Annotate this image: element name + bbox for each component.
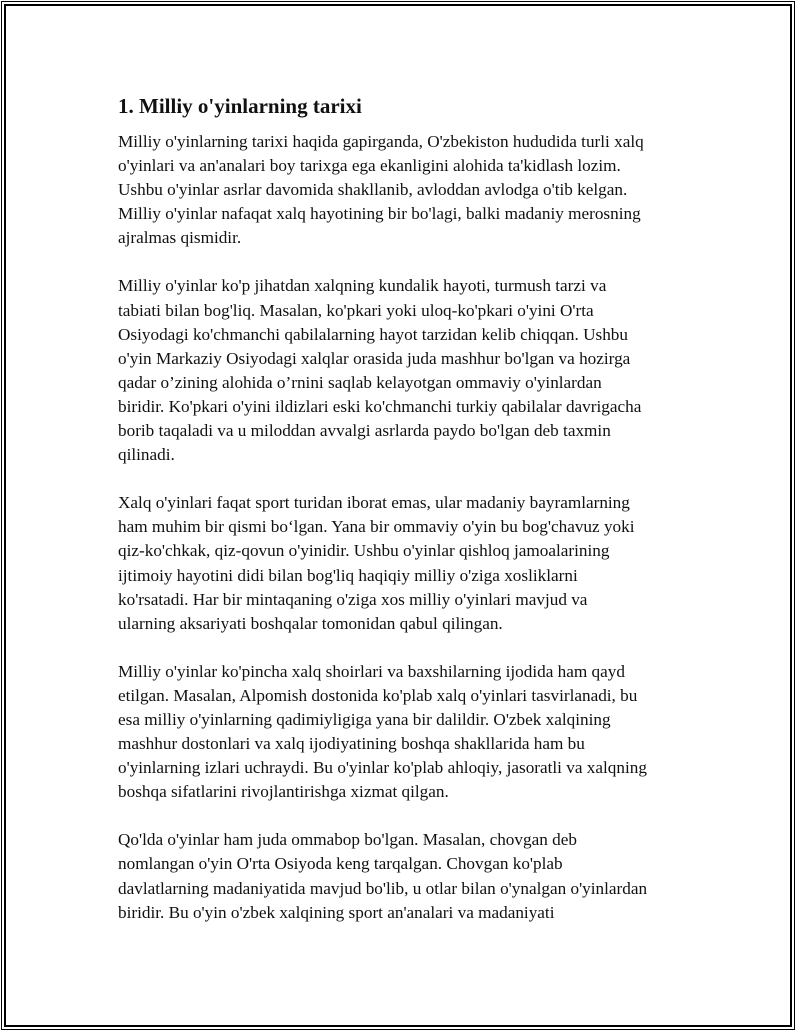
text-line: boshqa sifatlarini rivojlantirishga xizmat qilgan.	[118, 782, 449, 802]
text-line: qilinadi.	[118, 445, 175, 465]
text-line: nomlangan o'yin O'rta Osiyoda keng tarqalgan. Chovgan ko'plab	[118, 854, 563, 874]
text-line: etilgan. Masalan, Alpomish dostonida ko'plab xalq o'yinlari tasvirlanadi, bu	[118, 685, 638, 705]
text-line: Milliy o'yinlar nafaqat xalq hayotining bir bo'lagi, balki madaniy merosning	[118, 204, 641, 224]
text-line: qadar o’zining alohida o’rnini saqlab kelayotgan ommaviy o'yinlardan	[118, 372, 602, 392]
text-line: ko'rsatadi. Har bir mintaqaning o'ziga xos milliy o'yinlari mavjud va	[118, 589, 588, 609]
text-line: davlatlarning madaniyatida mavjud bo'lib, u otlar bilan o'ynalgan o'yinlardan	[118, 878, 648, 898]
paragraph-3	[118, 491, 698, 636]
paragraph-2	[118, 274, 698, 467]
paragraph-1	[118, 130, 698, 250]
text-line: Osiyodagi ko'chmanchi qabilalarning hayot tarzidan kelib chiqqan. Ushbu	[118, 324, 628, 344]
text-line: biridir. Ko'pkari o'yini ildizlari eski ko'chmanchi turkiy qabilalar davrigacha	[118, 396, 642, 416]
text-line: esa milliy o'yinlarning qadimiyligiga yana bir dalildir. O'zbek xalqining	[118, 709, 611, 729]
section-title: 1. Milliy o'yinlarning tarixi	[118, 94, 362, 118]
text-line: ijtimoiy hayotini didi bilan bog'liq haqiqiy milliy o'ziga xosliklarni	[118, 565, 578, 585]
text-line: Milliy o'yinlar ko'pincha xalq shoirlari va baxshilarning ijodida ham qayd	[118, 661, 625, 681]
text-line: qiz-ko'chkak, qiz-qovun o'yinidir. Ushbu o'yinlar qishloq jamoalarining	[118, 541, 610, 561]
text-line: tabiati bilan bog'liq. Masalan, ko'pkari yoki uloq-ko'pkari o'yini O'rta	[118, 300, 594, 320]
text-line: biridir. Bu o'yin o'zbek xalqining sport an'analari va madaniyati	[118, 902, 555, 922]
text-line: Milliy o'yinlarning tarixi haqida gapirganda, O'zbekiston hududida turli xalq	[118, 132, 644, 151]
document-body	[118, 92, 698, 949]
text-line: mashhur dostonlari va xalq ijodiyatining boshqa shakllarida ham bu	[118, 734, 585, 754]
text-line: borib taqaladi va u miloddan avvalgi asrlarda paydo bo'lgan deb taxmin	[118, 421, 611, 441]
text-line: Milliy o'yinlar ko'p jihatdan xalqning kundalik hayoti, turmush tarzi va	[118, 276, 607, 296]
text-line: o'yin Markaziy Osiyodagi xalqlar orasida juda mashhur bo'lgan va hozirga	[118, 348, 631, 368]
paragraph-5	[118, 828, 698, 924]
text-line: o'yinlarning izlari uchraydi. Bu o'yinlar ko'plab ahloqiy, jasoratli va xalqning	[118, 758, 647, 778]
text-line: Qo'lda o'yinlar ham juda ommabop bo'lgan. Masalan, chovgan deb	[118, 830, 577, 850]
text-line: ham muhim bir qismi bo‘lgan. Yana bir ommaviy o'yin bu bog'chavuz yoki	[118, 517, 635, 537]
text-line: ajralmas qismidir.	[118, 228, 242, 248]
paragraph-4	[118, 660, 698, 805]
text-line: Ushbu o'yinlar asrlar davomida shakllanib, avloddan avlodga o'tib kelgan.	[118, 180, 628, 200]
text-line: Xalq o'yinlari faqat sport turidan iborat emas, ular madaniy bayramlarning	[118, 493, 630, 513]
text-line: ularning aksariyati boshqalar tomonidan qabul qilingan.	[118, 613, 503, 633]
text-line: o'yinlari va an'analari boy tarixga ega ekanligini alohida ta'kidlash lozim.	[118, 156, 621, 176]
